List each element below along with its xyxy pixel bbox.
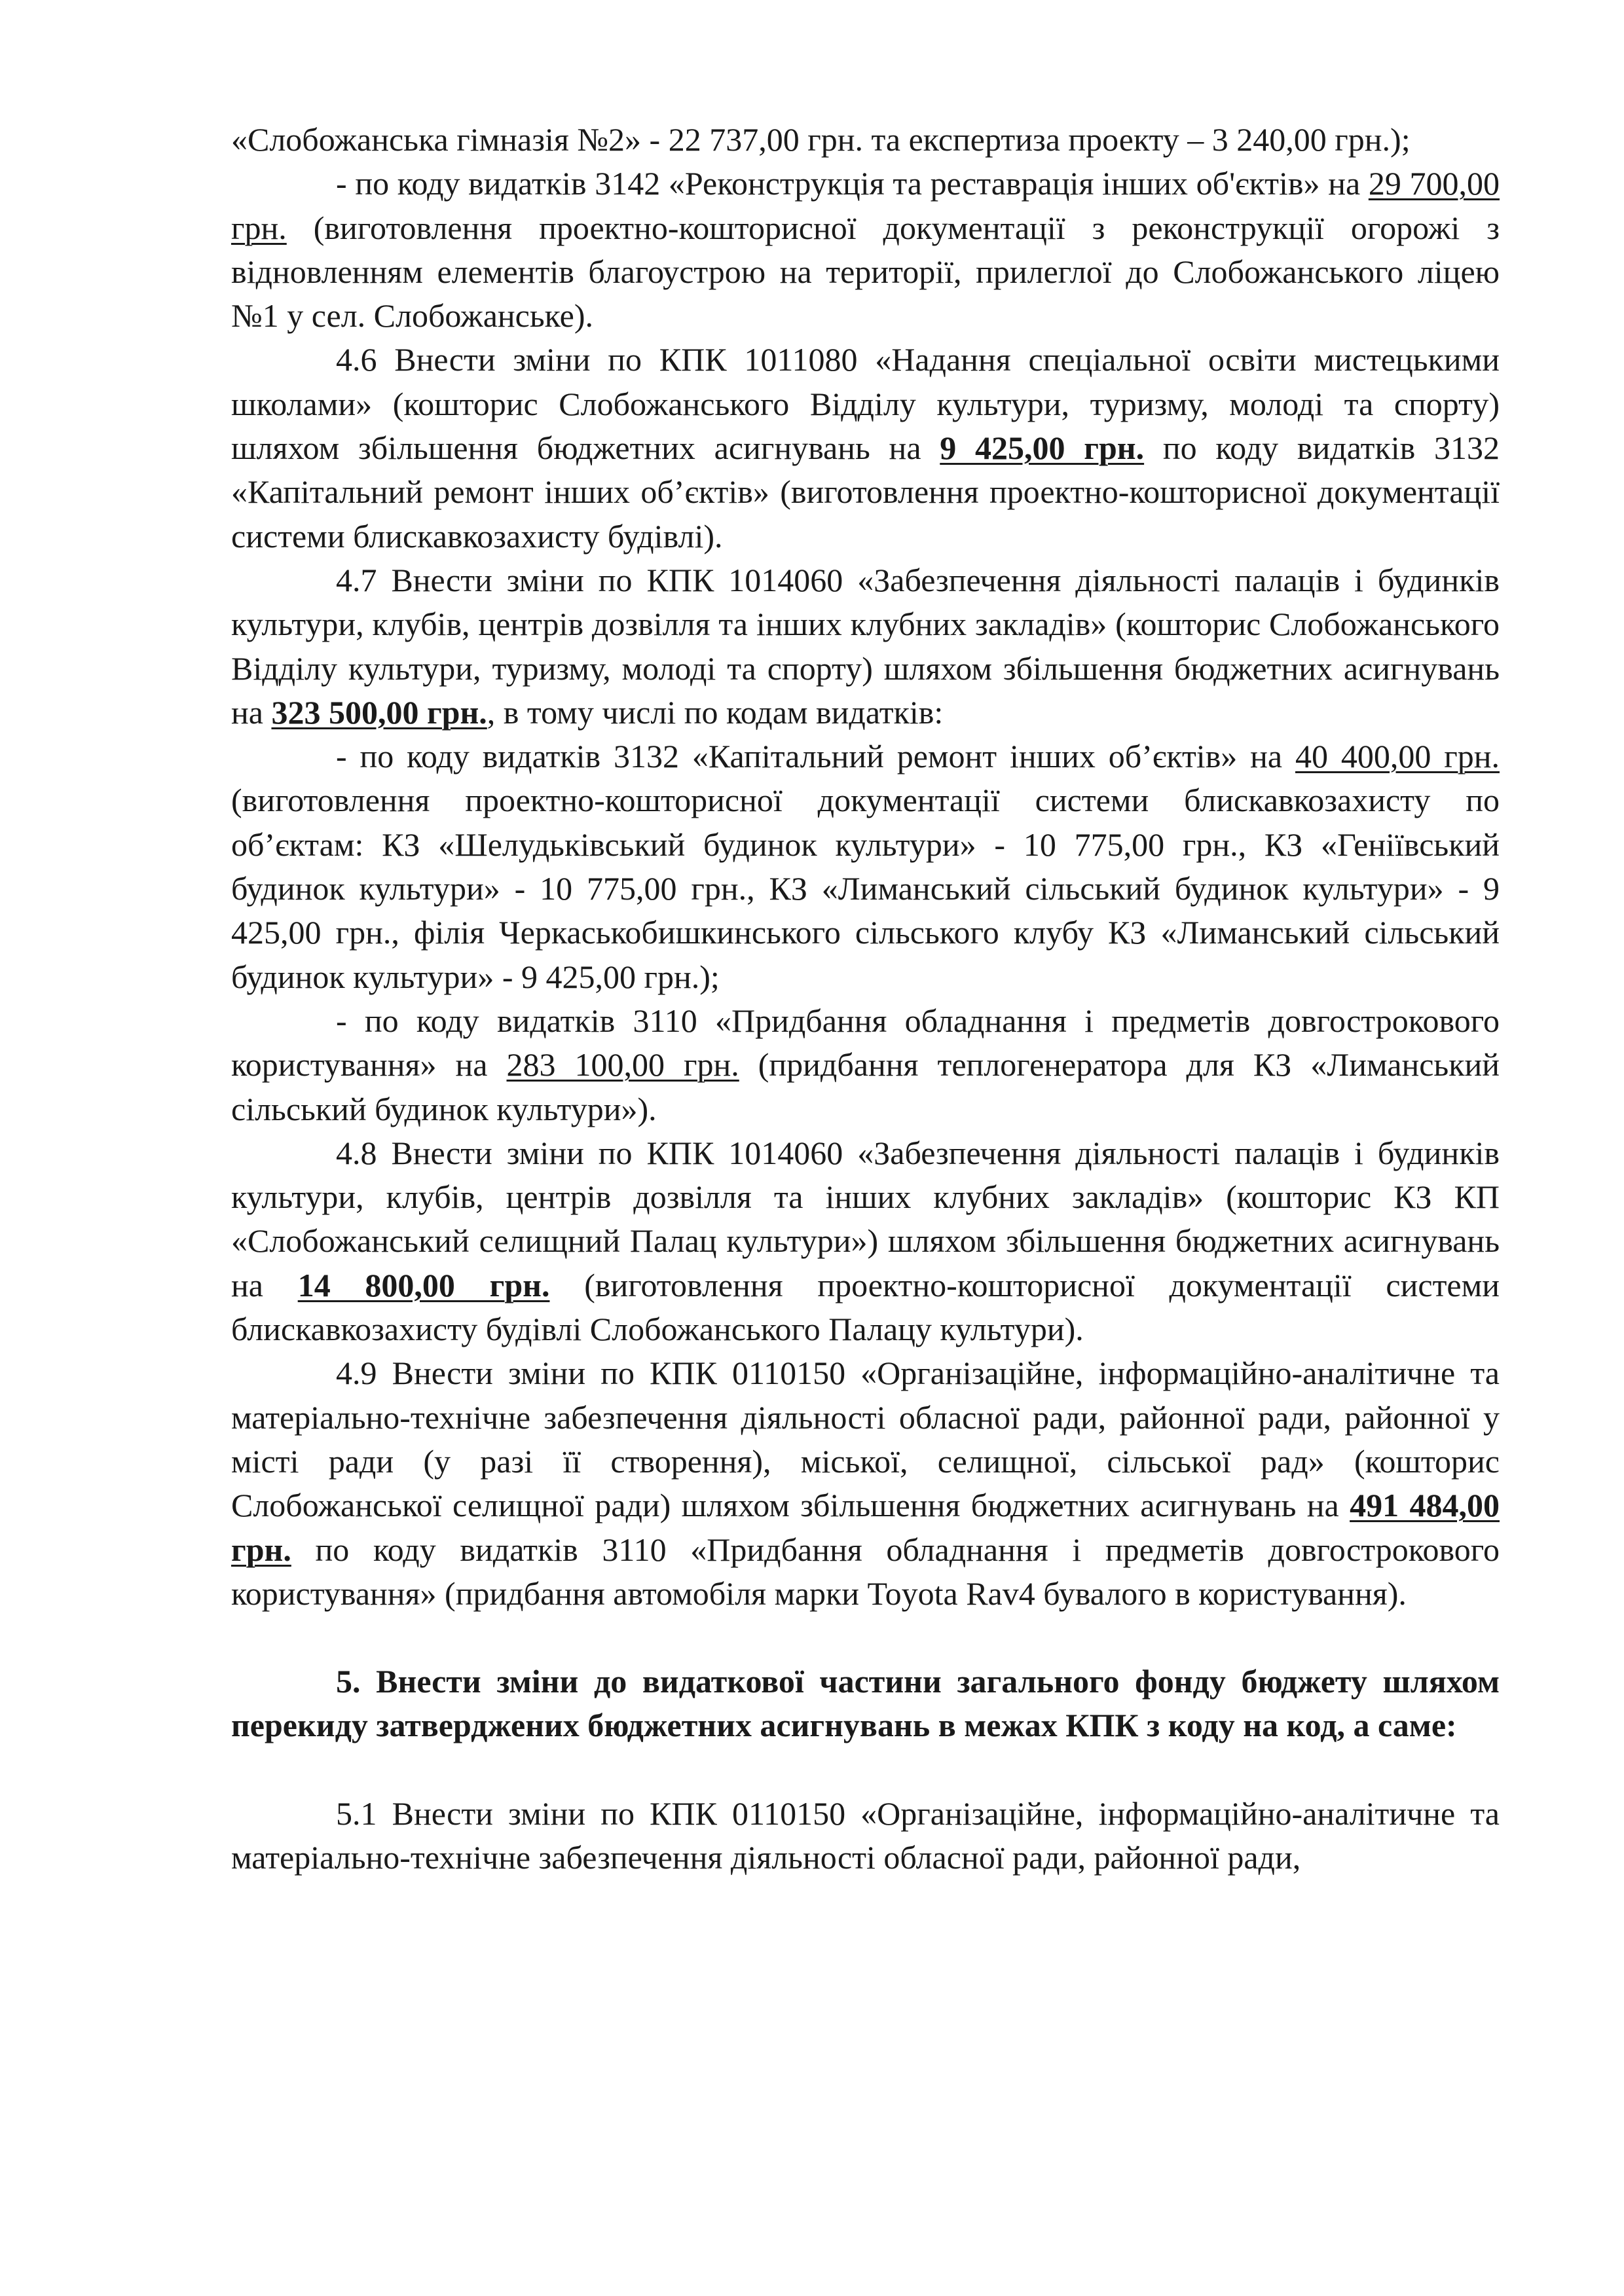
paragraph-text: 4.6 Внести зміни по КПК 1011080 «Надання спеціальної освіти мистецькими школами» (кошторис Слобожанського Відділу культури, туризму, молоді та спорту) шляхом збільшення бюджетних асигнувань на bbox=[231, 341, 1500, 467]
amount-underlined: 283 100,00 грн. bbox=[506, 1046, 739, 1084]
section-5-heading bbox=[231, 1660, 1500, 1748]
paragraph-4-6 bbox=[231, 338, 1500, 558]
paragraph-text: , в тому числі по кодам видатків: bbox=[487, 693, 944, 731]
paragraph-text: 5.1 Внести зміни по КПК 0110150 «Організаційне, інформаційно-аналітичне та матеріально-технічне забезпечення діяльності обласної ради, районної ради, bbox=[231, 1795, 1500, 1876]
amount-underlined: 40 400,00 грн. bbox=[1295, 738, 1500, 775]
paragraph-text: - по коду видатків 3110 «Придбання обладнання і предметів довгострокового користування» на bbox=[231, 1002, 1500, 1084]
spacer bbox=[231, 1748, 1500, 1792]
paragraph-code-3110 bbox=[231, 999, 1500, 1131]
paragraph-gymnasium-continuation bbox=[231, 118, 1500, 162]
paragraph-text: (виготовлення проектно-кошторисної документації системи блискавкозахисту будівлі Слобожанського Палацу культури). bbox=[231, 1266, 1500, 1348]
paragraph-text: (виготовлення проектно-кошторисної документації системи блискавкозахисту по об’єктам: КЗ «Шелудьківський будинок культури» - 10 775,00 грн., КЗ «Геніївський будинок культури» - 10 775,00 грн., КЗ «Лиманський сільський будинок культури» - 9 425,00 грн., філія Черкаськобишкинського сільського клубу КЗ «Лиманський сільський будинок культури» - 9 425,00 грн.); bbox=[231, 782, 1500, 995]
paragraph-code-3142 bbox=[231, 162, 1500, 338]
amount-bold-underlined: 9 425,00 грн. bbox=[940, 429, 1145, 467]
spacer bbox=[231, 1616, 1500, 1660]
paragraph-text: - по коду видатків 3132 «Капітальний ремонт інших об’єктів» на bbox=[336, 738, 1295, 775]
paragraph-code-3132 bbox=[231, 735, 1500, 999]
paragraph-4-9 bbox=[231, 1351, 1500, 1616]
paragraph-4-7 bbox=[231, 558, 1500, 735]
amount-bold-underlined: 14 800,00 грн. bbox=[297, 1266, 550, 1303]
document-page bbox=[231, 118, 1500, 1880]
paragraph-text: 4.9 Внести зміни по КПК 0110150 «Організаційне, інформаційно-аналітичне та матеріально-технічне забезпечення діяльності обласної ради, районної ради, районної у місті ради (у разі її створення), міської, селищної, сільської рад» (кошторис Слобожанської селищної ради) шляхом збільшення бюджетних асигнувань на bbox=[231, 1355, 1500, 1524]
paragraph-text: 4.7 Внести зміни по КПК 1014060 «Забезпечення діяльності палаців і будинків культури, клубів, центрів дозвілля та інших клубних закладів» (кошторис Слобожанського Відділу культури, туризму, молоді та спорту) шляхом збільшення бюджетних асигнувань на bbox=[231, 561, 1500, 731]
amount-bold-underlined: 491 484,00 грн. bbox=[231, 1487, 1500, 1568]
paragraph-text: «Слобожанська гімназія №2» - 22 737,00 грн. та експертиза проекту – 3 240,00 грн.); bbox=[231, 121, 1411, 158]
paragraph-4-8 bbox=[231, 1131, 1500, 1351]
amount-bold-underlined: 323 500,00 грн. bbox=[271, 693, 487, 731]
paragraph-text: по коду видатків 3132 «Капітальний ремонт інших об’єктів» (виготовлення проектно-кошторисної документації системи блискавкозахисту будівлі). bbox=[231, 429, 1500, 555]
heading-text: 5. Внести зміни до видаткової частини загального фонду бюджету шляхом перекиду затверджених бюджетних асигнувань в межах КПК з коду на код, а саме: bbox=[231, 1663, 1500, 1744]
paragraph-text: (придбання теплогенератора для КЗ «Лиманський сільський будинок культури»). bbox=[231, 1046, 1500, 1127]
paragraph-text: (виготовлення проектно-кошторисної документації з реконструкції огорожі з відновленням елементів благоустрою на території, прилеглої до Слобожанського ліцею №1 у сел. Слобожанське). bbox=[231, 209, 1500, 335]
paragraph-text: 4.8 Внести зміни по КПК 1014060 «Забезпечення діяльності палаців і будинків культури, клубів, центрів дозвілля та інших клубних закладів» (кошторис КЗ КП «Слобожанський селищний Палац культури») шляхом збільшення бюджетних асигнувань на bbox=[231, 1134, 1500, 1303]
paragraph-text: по коду видатків 3110 «Придбання обладнання і предметів довгострокового користування» (придбання автомобіля марки Toyota Rav4 бувалого в користування). bbox=[231, 1531, 1500, 1612]
amount-underlined: 29 700,00 грн. bbox=[231, 165, 1500, 246]
paragraph-5-1 bbox=[231, 1792, 1500, 1880]
paragraph-text: - по коду видатків 3142 «Реконструкція та реставрація інших об'єктів» на bbox=[336, 165, 1369, 202]
